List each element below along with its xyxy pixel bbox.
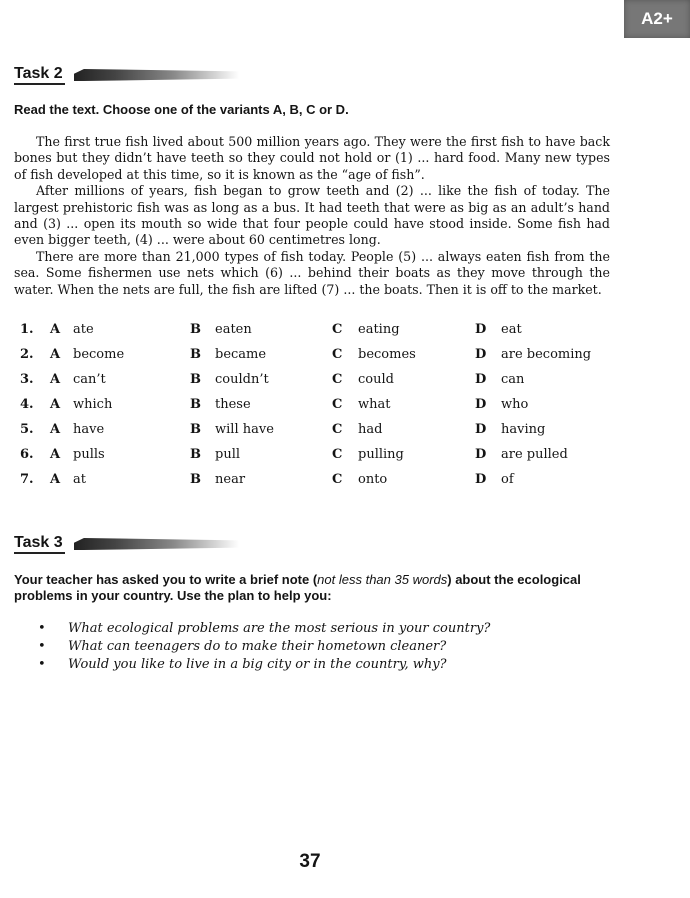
reading-passage bbox=[14, 134, 610, 298]
option-letter: B bbox=[190, 447, 201, 462]
question-row bbox=[20, 447, 620, 472]
option-text: couldn’t bbox=[215, 372, 269, 387]
question-number: 4. bbox=[20, 397, 34, 412]
option-text: of bbox=[501, 472, 514, 487]
option-letter: C bbox=[332, 447, 343, 462]
task-3-decorative-stripe bbox=[74, 538, 239, 550]
option-letter: A bbox=[50, 447, 61, 462]
option-text: at bbox=[73, 472, 86, 487]
question-row bbox=[20, 372, 620, 397]
option-text: become bbox=[73, 347, 125, 362]
task-3-instruction bbox=[14, 572, 614, 604]
option-text: are becoming bbox=[501, 347, 592, 362]
option-letter: B bbox=[190, 472, 201, 487]
level-badge: A2+ bbox=[624, 0, 690, 38]
option-letter: B bbox=[190, 422, 201, 437]
passage-paragraph-3: There are more than 21,000 types of fish today. People (5) ... always eaten fish from the sea. Some fishermen use nets which (6) ... behind their boats as they move through the water. When the nets are full, the fish are lifted (7) ... the boats. Then it is off to the market. bbox=[14, 248, 610, 297]
option-letter: D bbox=[475, 372, 487, 387]
option-text: what bbox=[358, 397, 391, 412]
option-letter: B bbox=[190, 347, 201, 362]
option-letter: C bbox=[332, 322, 343, 337]
option-text: had bbox=[358, 422, 383, 437]
answer-options-grid bbox=[20, 322, 620, 497]
option-text: eaten bbox=[215, 322, 252, 337]
question-number: 3. bbox=[20, 372, 34, 387]
option-letter: A bbox=[50, 347, 61, 362]
question-row bbox=[20, 472, 620, 497]
option-letter: B bbox=[190, 372, 201, 387]
option-letter: C bbox=[332, 397, 343, 412]
option-text: can’t bbox=[73, 372, 106, 387]
option-text: near bbox=[215, 472, 246, 487]
plan-item: • Would you like to live in a big city or in the country, why? bbox=[38, 656, 490, 674]
plan-item: • What can teenagers do to make their hometown cleaner? bbox=[38, 638, 490, 656]
task-3-instruction-start: Your teacher has asked you to write a brief note ( bbox=[14, 572, 318, 587]
option-text: pull bbox=[215, 447, 241, 462]
question-row bbox=[20, 347, 620, 372]
option-text: eating bbox=[358, 322, 400, 337]
option-text: which bbox=[73, 397, 113, 412]
question-row bbox=[20, 322, 620, 347]
option-letter: C bbox=[332, 347, 343, 362]
option-letter: C bbox=[332, 472, 343, 487]
option-text: pulling bbox=[358, 447, 404, 462]
task-2-decorative-stripe bbox=[74, 69, 239, 81]
task-3-instruction-end: ) about the ecological problems in your country. Use the plan to help you: bbox=[14, 572, 581, 603]
option-letter: D bbox=[475, 472, 487, 487]
question-row bbox=[20, 397, 620, 422]
task-2-instruction: Read the text. Choose one of the variants A, B, C or D. bbox=[14, 102, 349, 117]
option-letter: C bbox=[332, 372, 343, 387]
page-number: 37 bbox=[299, 851, 321, 872]
plan-item: • What ecological problems are the most serious in your country? bbox=[38, 620, 490, 638]
option-text: can bbox=[501, 372, 525, 387]
task-3-plan-list bbox=[38, 620, 490, 674]
option-letter: D bbox=[475, 447, 487, 462]
option-text: pulls bbox=[73, 447, 105, 462]
option-letter: B bbox=[190, 397, 201, 412]
option-letter: A bbox=[50, 322, 61, 337]
task-3-instruction-word-limit: not less than 35 words bbox=[317, 572, 448, 587]
option-letter: B bbox=[190, 322, 201, 337]
option-letter: A bbox=[50, 372, 61, 387]
option-letter: C bbox=[332, 422, 343, 437]
option-letter: D bbox=[475, 347, 487, 362]
option-text: could bbox=[358, 372, 394, 387]
option-text: onto bbox=[358, 472, 388, 487]
option-text: are pulled bbox=[501, 447, 568, 462]
question-number: 7. bbox=[20, 472, 34, 487]
option-letter: A bbox=[50, 472, 61, 487]
question-number: 2. bbox=[20, 347, 34, 362]
option-text: became bbox=[215, 347, 267, 362]
option-text: ate bbox=[73, 322, 94, 337]
option-letter: A bbox=[50, 422, 61, 437]
option-text: have bbox=[73, 422, 105, 437]
passage-paragraph-1: The first true fish lived about 500 million years ago. They were the first fish to have back bones but they didn’t have teeth so they could not hold or (1) ... hard food. Many new types of fish developed at this time, so it is known as the “age of fish”. bbox=[14, 134, 610, 182]
option-letter: A bbox=[50, 397, 61, 412]
option-text: eat bbox=[501, 322, 522, 337]
question-number: 5. bbox=[20, 422, 34, 437]
option-text: having bbox=[501, 422, 546, 437]
question-row bbox=[20, 422, 620, 447]
option-letter: D bbox=[475, 322, 487, 337]
option-letter: D bbox=[475, 397, 487, 412]
option-letter: D bbox=[475, 422, 487, 437]
task-3-title: Task 3 bbox=[14, 534, 65, 554]
question-number: 1. bbox=[20, 322, 34, 337]
option-text: these bbox=[215, 397, 251, 412]
task-2-title: Task 2 bbox=[14, 65, 65, 85]
question-number: 6. bbox=[20, 447, 34, 462]
option-text: will have bbox=[215, 422, 274, 437]
task-3-heading bbox=[14, 532, 244, 554]
passage-paragraph-2: After millions of years, fish began to grow teeth and (2) ... like the fish of today. The largest prehistoric fish was as long as a bus. It had teeth that were as big as an adult’s hand and (3) ... open its mouth so wide that four people could have stood inside. Some fish had even bigger teeth, (4) ... were about 60 centimetres long. bbox=[14, 183, 610, 248]
option-text: who bbox=[501, 397, 529, 412]
task-2-heading bbox=[14, 63, 244, 85]
option-text: becomes bbox=[358, 347, 416, 362]
